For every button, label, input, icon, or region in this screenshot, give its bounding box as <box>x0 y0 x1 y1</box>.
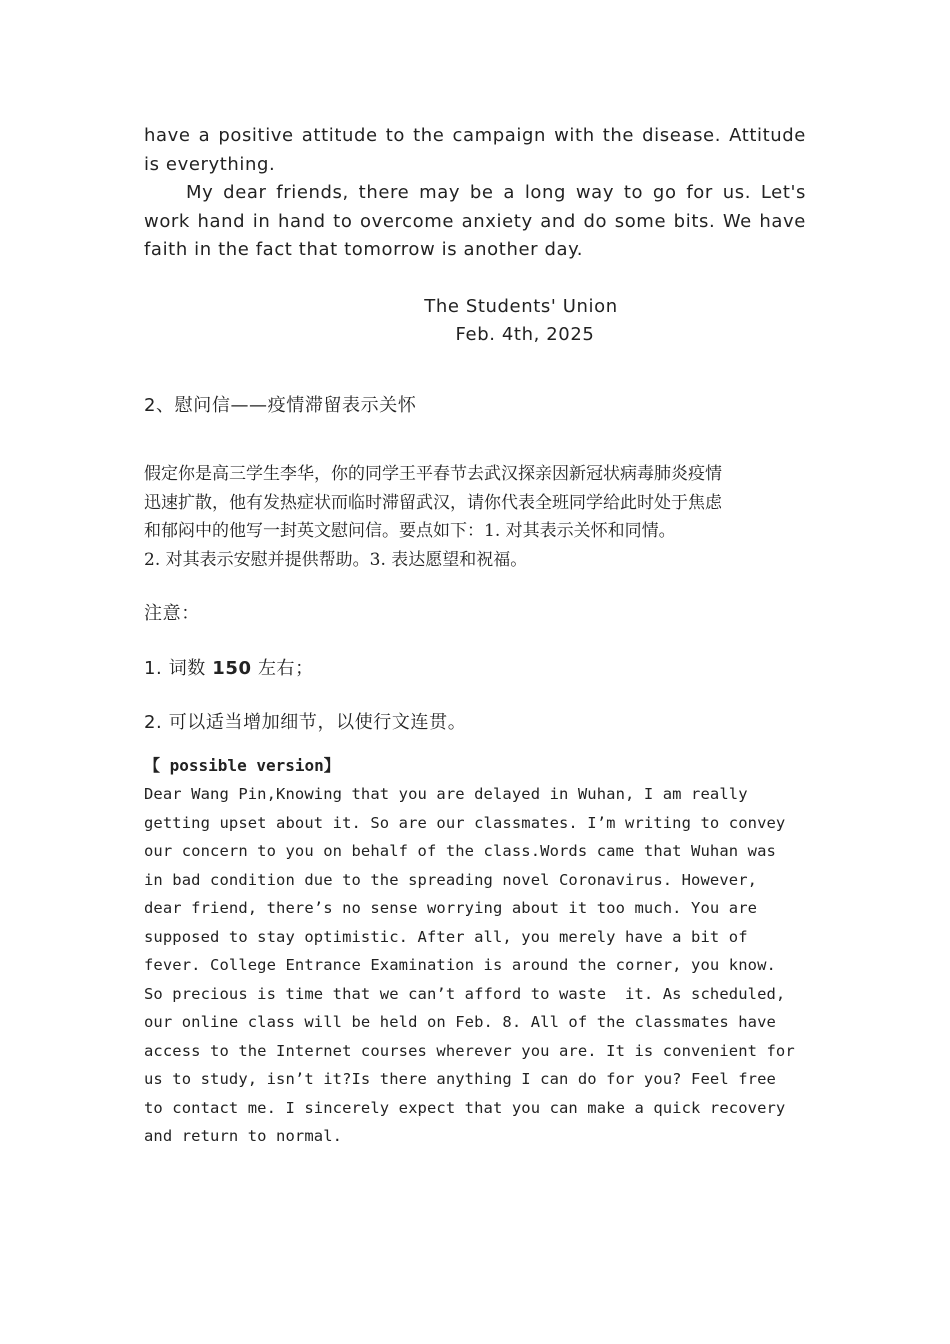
section-heading: 2、慰问信——疫情滞留表示关怀 <box>144 394 417 416</box>
task-description <box>144 460 806 574</box>
possible-version-text <box>144 780 806 1151</box>
version-line: getting upset about it. So are our classmates. I’m writing to convey <box>144 813 786 832</box>
note-label: 注意： <box>144 603 200 624</box>
version-line: dear friend, there’s no sense worrying about it too much. You are <box>144 899 758 917</box>
version-line: our concern to you on behalf of the class.Words came that Wuhan was <box>144 842 776 860</box>
version-line: us to study, isn’t it?Is there anything I can do for you? Feel free <box>144 1070 776 1088</box>
letter-date: Feb. 4th, 2025 <box>455 324 595 345</box>
letter-signature: The Students' Union <box>424 295 618 317</box>
version-line: fever. College Entrance Examination is around the corner, you know. <box>144 956 776 974</box>
note-item-details: 2. 可以适当增加细节，以使行文连贯。 <box>144 712 467 733</box>
version-line: in bad condition due to the spreading novel Coronavirus. However, <box>144 870 758 889</box>
note-item-word-count <box>144 655 806 684</box>
version-line: Dear Wang Pin,Knowing that you are delayed in Wuhan, I am really <box>144 785 748 803</box>
version-line: to contact me. I sincerely expect that you can make a quick recovery <box>144 1098 786 1117</box>
version-line: So precious is time that we can’t afford to waste it. As scheduled, <box>144 984 786 1003</box>
note-item-suffix: 左右； <box>257 657 314 679</box>
possible-version-label: 【 possible version】 <box>144 755 340 775</box>
document-page <box>144 122 806 1151</box>
letter-paragraph-end: have a positive attitude to the campaign with the disease. Attitude is everything. <box>144 125 806 175</box>
task-line: 和郁闷中的他写一封英文慰问信。要点如下：1. 对其表示关怀和同情。 <box>144 521 676 541</box>
version-line: and return to normal. <box>144 1127 343 1145</box>
task-line: 2. 对其表示安慰并提供帮助。3. 表达愿望和祝福。 <box>144 549 528 570</box>
version-line: our online class will be held on Feb. 8. All of the classmates have <box>144 1013 776 1031</box>
version-line: access to the Internet courses wherever you are. It is convenient for <box>144 1041 795 1060</box>
task-line: 假定你是高三学生李华，你的同学王平春节去武汉探亲因新冠状病毒肺炎疫情 <box>144 464 722 484</box>
word-count-value: 150 <box>212 657 252 679</box>
letter-closing-paragraph: My dear friends, there may be a long way to go for us. Let's work hand in hand to overcome anxiety and do some bits. We have faith in the fact that tomorrow is another day. <box>144 182 806 260</box>
version-line: supposed to stay optimistic. After all, you merely have a bit of <box>144 927 748 946</box>
task-line: 迅速扩散，他有发热症状而临时滞留武汉，请你代表全班同学给此时处于焦虑 <box>144 492 722 513</box>
note-item-prefix: 1. 词数 <box>144 657 206 679</box>
